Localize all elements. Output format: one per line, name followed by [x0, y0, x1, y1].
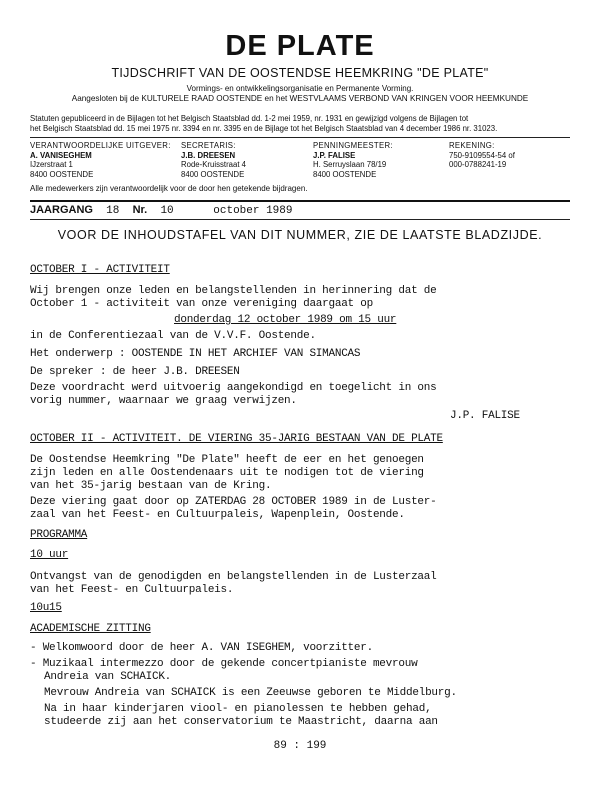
secretary-heading: SECRETARIS:	[181, 141, 236, 150]
account-heading: REKENING:	[449, 141, 495, 150]
paragraph-line: vorig nummer, waarnaar we graag verwijzen.	[30, 395, 297, 407]
page-number: 89 : 199	[273, 740, 327, 752]
treasurer-city: 8400 OOSTENDE	[313, 169, 377, 179]
paragraph-line: Wij brengen onze leden en belangstellenden in herinnering dat de	[30, 285, 437, 297]
time-heading: 10u15	[30, 602, 62, 614]
nr-label: Nr.	[132, 204, 148, 216]
account-number-1: 750-9109554-54 of	[449, 150, 515, 160]
paragraph-line: Ontvangst van de genodigden en belangstellenden in de Lusterzaal	[30, 571, 437, 583]
academic-heading: ACADEMISCHE ZITTING	[30, 623, 151, 635]
secretary-city: 8400 OOSTENDE	[181, 169, 245, 179]
list-item: - Muzikaal intermezzo door de gekende concertpianiste mevrouw	[30, 658, 418, 670]
statutes-text	[30, 114, 570, 134]
account-block	[449, 141, 515, 170]
paragraph-line: Het onderwerp : OOSTENDE IN HET ARCHIEF VAN SIMANCAS	[30, 348, 361, 360]
event-date: donderdag 12 october 1989 om 15 uur	[174, 314, 397, 326]
paragraph-line: studeerde zij aan het conservatorium te Maastricht, daarna aan	[44, 716, 438, 728]
programma-heading: PROGRAMMA	[30, 529, 88, 541]
paragraph-line: Deze viering gaat door op ZATERDAG 28 OCTOBER 1989 in de Luster-	[30, 496, 437, 508]
publisher-heading: VERANTWOORDELIJKE UITGEVER:	[30, 141, 171, 150]
secretary-block	[181, 141, 246, 179]
publisher-name: A. VANISEGHEM	[30, 150, 92, 160]
nr-value: 10	[160, 205, 174, 217]
treasurer-name: J.P. FALISE	[313, 150, 356, 160]
list-item: - Welkomwoord door de heer A. VAN ISEGHEM, voorzitter.	[30, 642, 373, 654]
page-title: DE PLATE	[225, 30, 375, 62]
issue-date: october 1989	[213, 205, 293, 217]
paragraph-line: zaal van het Feest- en Cultuurpaleis, Wapenplein, Oostende.	[30, 509, 405, 521]
jaargang-value: 18	[106, 205, 120, 217]
account-number-2: 000-0788241-19	[449, 160, 507, 170]
publisher-address: IJzerstraat 1	[30, 160, 73, 170]
organisation-type: Vormings- en ontwikkelingsorganisatie en Permanente Vorming.	[186, 84, 414, 93]
statutes-line: Statuten gepubliceerd in de Bijlagen tot het Belgisch Staatsblad dd. 1-2 mei 1959, nr. 1931 en gewijzigd volgens de Bijlagen tot	[30, 114, 469, 123]
paragraph-line: van het Feest- en Cultuurpaleis.	[30, 584, 234, 596]
issue-line	[30, 204, 292, 217]
jaargang-label: JAARGANG	[30, 204, 93, 216]
paragraph-line: De spreker : de heer J.B. DREESEN	[30, 366, 240, 378]
treasurer-block	[313, 141, 393, 179]
paragraph-line: van het 35-jarig bestaan van de Kring.	[30, 480, 272, 492]
publisher-city: 8400 OOSTENDE	[30, 169, 94, 179]
section-heading: OCTOBER II - ACTIVITEIT. DE VIERING 35-JARIG BESTAAN VAN DE PLATE	[30, 433, 443, 445]
collaborators-note: Alle medewerkers zijn verantwoordelijk voor de door hen getekende bijdragen.	[30, 184, 308, 193]
paragraph-line: De Oostendse Heemkring "De Plate" heeft de eer en het genoegen	[30, 454, 424, 466]
paragraph-line: Na in haar kinderjaren viool- en pianolessen te hebben gehad,	[44, 703, 432, 715]
section-heading: OCTOBER I - ACTIVITEIT	[30, 264, 170, 276]
time-heading: 10 uur	[30, 549, 69, 561]
paragraph-line: zijn leden en alle Oostendenaars uit te nodigen tot de viering	[30, 467, 424, 479]
signature: J.P. FALISE	[450, 410, 520, 422]
statutes-line: het Belgisch Staatsblad dd. 15 mei 1975 nr. 3394 en nr. 3395 en de Bijlage tot het Belgisch Staatsblad van 4 december 1986 nr. 31023.	[30, 124, 498, 133]
paragraph-line: Deze voordracht werd uitvoerig aangekondigd en toegelicht in ons	[30, 382, 437, 394]
affiliation-line: Aangesloten bij de KULTURELE RAAD OOSTENDE en het WESTVLAAMS VERBOND VAN KRINGEN VOOR HEEMKUNDE	[71, 94, 529, 103]
treasurer-heading: PENNINGMEESTER:	[313, 141, 393, 150]
publisher-block	[30, 141, 171, 179]
treasurer-address: H. Serruyslaan 78/19	[313, 160, 387, 170]
list-item-continuation: Andreia van SCHAICK.	[44, 671, 172, 683]
divider	[30, 200, 570, 202]
divider	[30, 219, 570, 220]
toc-note: VOOR DE INHOUDSTAFEL VAN DIT NUMMER, ZIE DE LAATSTE BLADZIJDE.	[57, 228, 543, 242]
paragraph-line: in de Conferentiezaal van de V.V.F. Oostende.	[30, 330, 316, 342]
divider	[30, 137, 570, 138]
paragraph-line: Mevrouw Andreia van SCHAICK is een Zeeuwse geboren te Middelburg.	[44, 687, 457, 699]
journal-subtitle: TIJDSCHRIFT VAN DE OOSTENDSE HEEMKRING "DE PLATE"	[111, 66, 489, 80]
secretary-address: Rode-Kruisstraat 4	[181, 160, 247, 170]
paragraph-line: October 1 - activiteit van onze vereniging daargaat op	[30, 298, 373, 310]
secretary-name: J.B. DREESEN	[181, 150, 236, 160]
